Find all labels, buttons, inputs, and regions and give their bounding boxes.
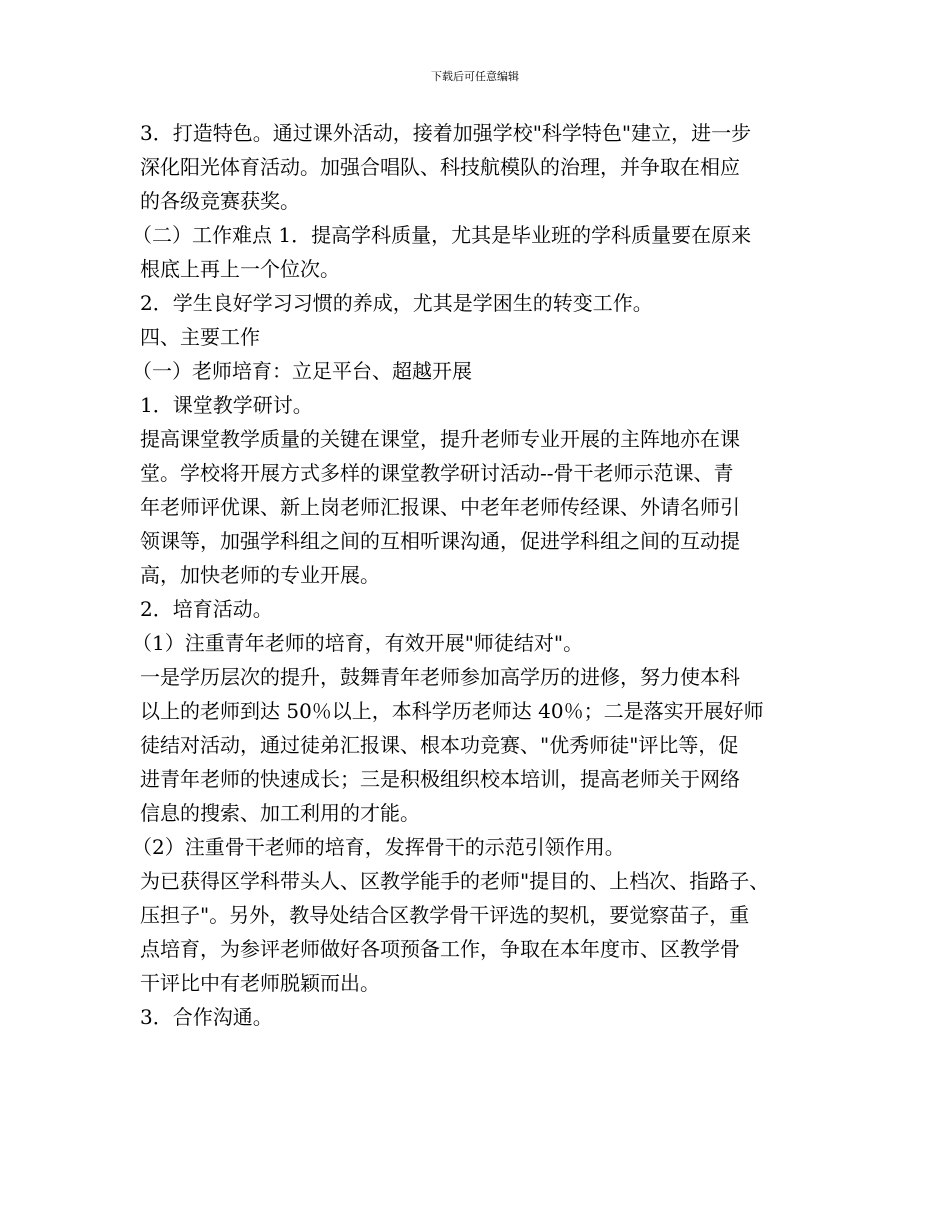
section-heading: 四、主要工作 [140,325,260,349]
text-line: 深化阳光体育活动。加强合唱队、科技航模队的治理，并争取在相应 [140,155,740,179]
text-line: （1）注重青年老师的培育，有效开展"师徒结对"。 [132,631,584,655]
text-line: 压担子"。另外，教导处结合区教学骨干评选的契机，要觉察苗子，重 [140,903,750,927]
text-line: 根底上再上一个位次。 [140,257,340,281]
text-line: 提高课堂教学质量的关键在课堂，提升老师专业开展的主阵地亦在课 [140,427,740,451]
text-line: 点培育，为参评老师做好各项预备工作，争取在本年度市、区教学骨 [140,937,740,961]
page-header-note: 下载后可任意编辑 [431,70,519,83]
text-line: （二）工作难点 1．提高学科质量，尤其是毕业班的学科质量要在原来 [132,223,752,247]
text-line: 信息的搜索、加工利用的才能。 [140,801,420,825]
text-line: 徒结对活动，通过徒弟汇报课、根本功竞赛、"优秀师徒"评比等，促 [140,733,739,757]
text-line: 进青年老师的快速成长；三是积极组织校本培训，提高老师关于网络 [140,767,740,791]
text-line: 3．打造特色。通过课外活动，接着加强学校"科学特色"建立，进一步 [140,121,752,145]
text-line: 干评比中有老师脱颖而出。 [140,971,380,995]
text-line: 为已获得区学科带头人、区教学能手的老师"提目的、上档次、指路子、 [140,869,770,893]
text-line: 2．学生良好学习习惯的养成，尤其是学困生的转变工作。 [140,291,653,315]
text-line: （2）注重骨干老师的培育，发挥骨干的示范引领作用。 [132,835,625,859]
text-line: 2．培育活动。 [140,597,273,621]
text-line: 领课等，加强学科组之间的互相听课沟通，促进学科组之间的互动提 [140,529,740,553]
text-line: 年老师评优课、新上岗老师汇报课、中老年老师传经课、外请名师引 [140,495,740,519]
text-line: 1．课堂教学研讨。 [140,393,313,417]
text-line: 高，加快老师的专业开展。 [140,563,380,587]
text-line: 3．合作沟通。 [140,1005,273,1029]
text-line: 的各级竞赛获奖。 [140,189,300,213]
subsection-heading: （一）老师培育：立足平台、超越开展 [132,359,472,383]
text-line: 一是学历层次的提升，鼓舞青年老师参加高学历的进修，努力使本科 [140,665,740,689]
text-line: 以上的老师到达 50％以上，本科学历老师达 40％；二是落实开展好师 [140,699,764,723]
text-line: 堂。学校将开展方式多样的课堂教学研讨活动--骨干老师示范课、青 [140,461,734,485]
document-body [132,116,820,1034]
